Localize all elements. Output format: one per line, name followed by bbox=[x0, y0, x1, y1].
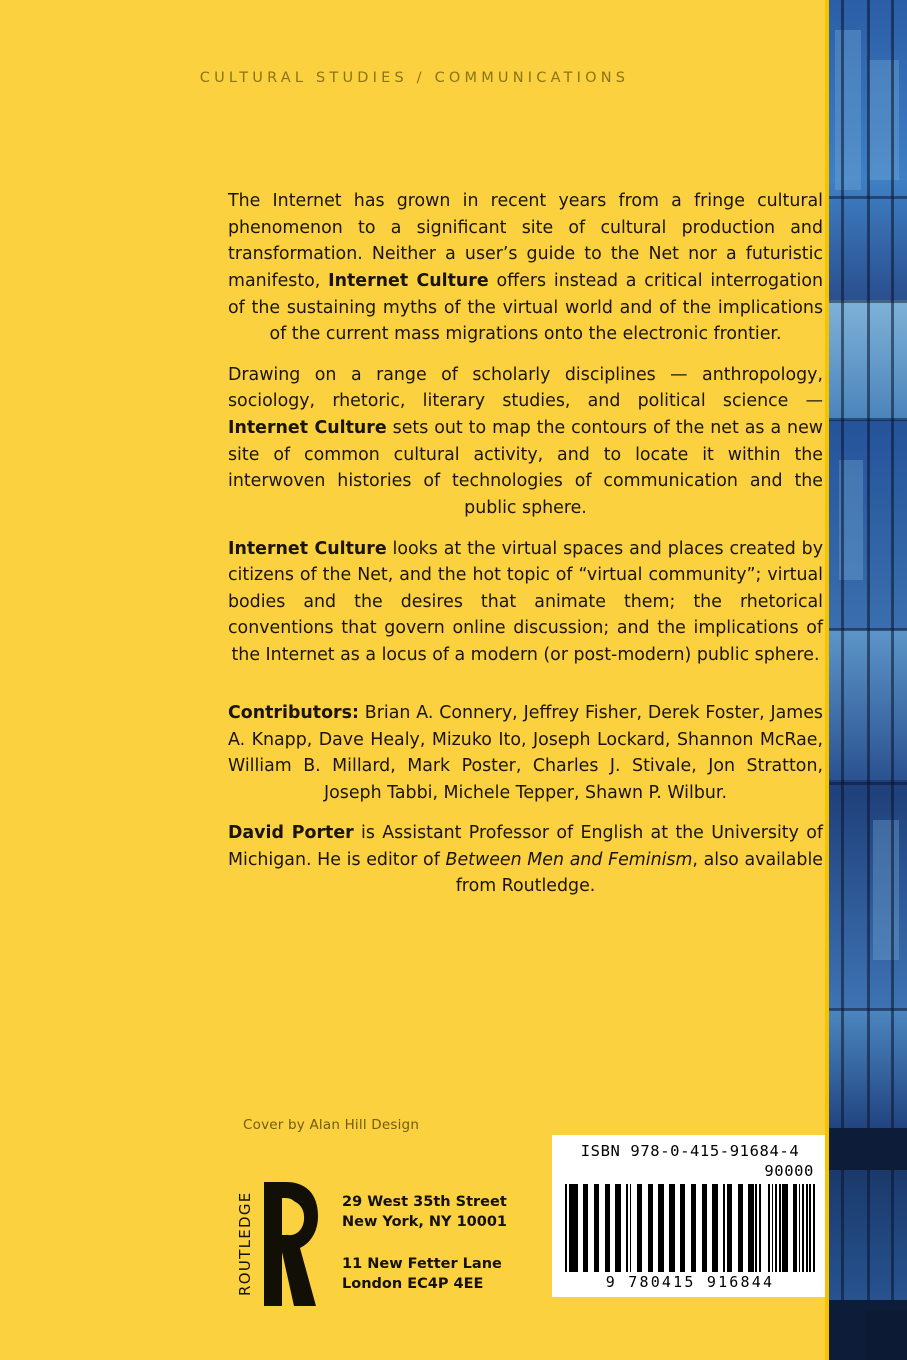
blurb-p3-title: Internet Culture bbox=[228, 538, 387, 559]
contributors-names: Brian A. Connery, Jeffrey Fisher, Derek Foster, James A. Knapp, Dave Healy, Mizuko Ito, Joseph Lockard, Shannon McRae, William B. Millard, Mark Poster, Charles J. Stivale, Jon Stratton, Joseph Tabbi, Michele Tepper, Shawn P. Wilbur. bbox=[228, 703, 823, 803]
cover-design-credit: Cover by Alan Hill Design bbox=[243, 1117, 420, 1133]
art-dark-block-1 bbox=[829, 1128, 907, 1170]
art-hline-4 bbox=[829, 628, 907, 631]
art-hline-1 bbox=[829, 196, 907, 199]
address-us bbox=[342, 1192, 507, 1232]
art-pane-2 bbox=[869, 60, 899, 180]
isbn-text: ISBN 978-0-415-91684-4 bbox=[580, 1142, 800, 1160]
blurb-paragraph-1 bbox=[228, 188, 823, 348]
routledge-r-icon bbox=[260, 1180, 326, 1308]
back-cover-blurb bbox=[228, 188, 823, 681]
barcode-price-code: 90000 bbox=[764, 1162, 814, 1180]
editor-bio-text-b: , also available from Routledge. bbox=[455, 849, 823, 897]
address-us-line2: New York, NY 10001 bbox=[342, 1214, 508, 1230]
art-pane-4 bbox=[873, 820, 899, 960]
subject-category-line: CULTURAL STUDIES / COMMUNICATIONS bbox=[199, 70, 630, 86]
contributors-paragraph bbox=[228, 700, 823, 807]
cover-artwork-strip bbox=[829, 0, 907, 1360]
editor-other-book-title: Between Men and Feminism bbox=[445, 849, 693, 870]
publisher-block bbox=[232, 1180, 507, 1316]
blurb-paragraph-3 bbox=[228, 536, 823, 669]
barcode-digits: 9 780415 916844 bbox=[605, 1273, 775, 1291]
editor-name: David Porter bbox=[228, 823, 354, 843]
blurb-p3-text-b: looks at the virtual spaces and places created by citizens of the Net, and the hot topic of “virtual community”; virtual bodies and the desires that animate them; the rhetorical conventions that govern online discussion; and the implications of the Internet as a locus of a modern (or post-modern) public sphere. bbox=[228, 538, 823, 665]
art-hline-5 bbox=[829, 782, 907, 785]
barcode-bars bbox=[565, 1184, 815, 1272]
isbn-barcode bbox=[552, 1135, 828, 1297]
routledge-logo bbox=[232, 1180, 328, 1308]
blurb-paragraph-2 bbox=[228, 362, 823, 522]
address-us-line1: 29 West 35th Street bbox=[342, 1194, 507, 1210]
blurb-p1-text-b: offers instead a critical interrogation of the sustaining myths of the virtual world and of the implications of the current mass migrations onto the electronic frontier. bbox=[228, 270, 823, 345]
address-uk-line1: 11 New Fetter Lane bbox=[342, 1256, 502, 1272]
art-hline-6 bbox=[829, 1008, 907, 1011]
blurb-p2-text-a: Drawing on a range of scholarly disciplines — anthropology, sociology, rhetoric, literary studies, and political science — bbox=[228, 364, 823, 412]
blurb-p2-text-b: sets out to map the contours of the net as a new site of common cultural activity, and to locate it within the interwoven histories of technologies of communication and the public sphere. bbox=[228, 418, 824, 518]
blurb-p1-text-a: The Internet has grown in recent years from a fringe cultural phenomenon to a significant site of cultural production and transformation. Neither a user’s guide to the Net nor a futuristic manifesto, bbox=[228, 191, 823, 291]
art-hline-2 bbox=[829, 300, 907, 303]
contributors-label: Contributors: bbox=[228, 703, 359, 723]
art-hline-3 bbox=[829, 418, 907, 421]
address-uk bbox=[342, 1254, 507, 1294]
art-pane-1 bbox=[835, 30, 861, 190]
routledge-wordmark: ROUTLEDGE bbox=[236, 1191, 254, 1297]
editor-bio-paragraph bbox=[228, 820, 823, 900]
blurb-p2-title: Internet Culture bbox=[228, 418, 387, 438]
publisher-addresses bbox=[342, 1180, 507, 1316]
blurb-p1-title: Internet Culture bbox=[328, 270, 489, 291]
cover-corner-mark bbox=[865, 1310, 907, 1360]
editor-bio-text-a: is Assistant Professor of English at the University of Michigan. He is editor of bbox=[228, 823, 823, 870]
address-uk-line2: London EC4P 4EE bbox=[342, 1276, 484, 1292]
